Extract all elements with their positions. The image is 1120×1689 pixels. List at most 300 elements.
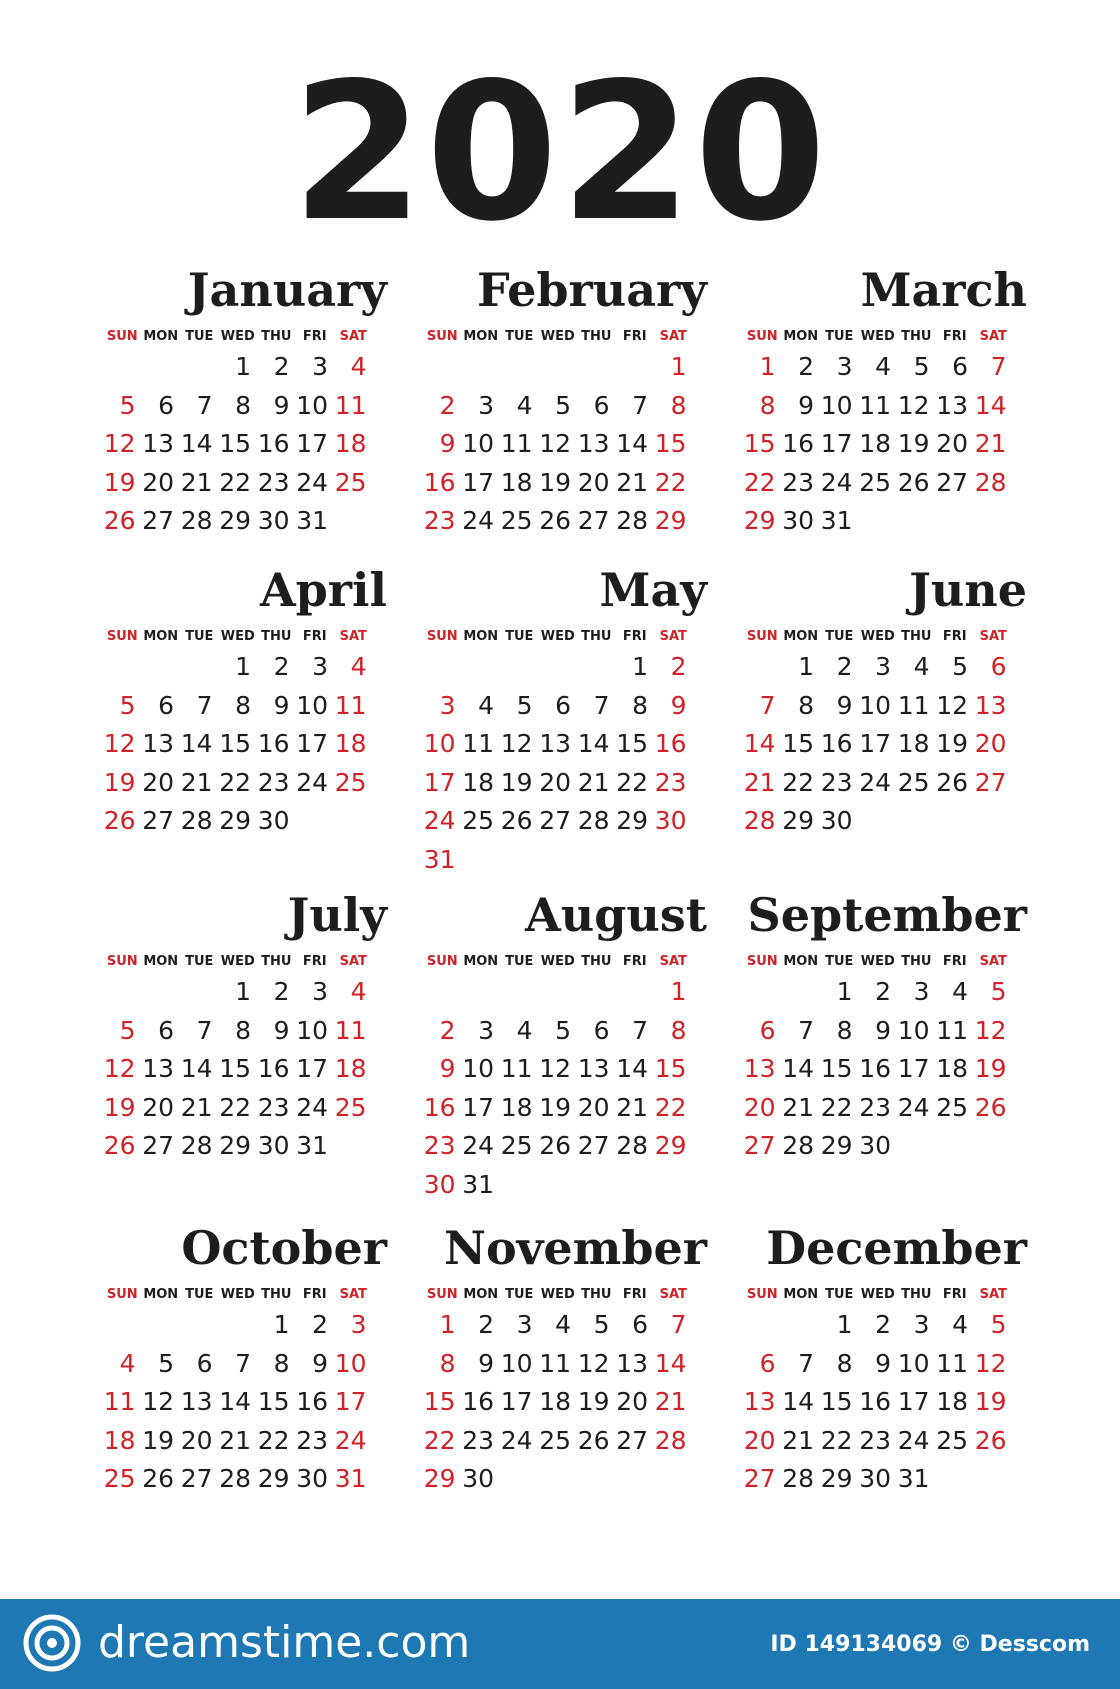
day-cell: 29 [782, 806, 814, 835]
week-row [743, 1127, 1013, 1166]
empty-cell [180, 1306, 219, 1345]
day-cell: 28 [654, 1425, 687, 1455]
day-cell: 18 [936, 1054, 968, 1083]
day-cell: 2 [273, 652, 290, 681]
week-row [423, 648, 693, 687]
empty-cell [423, 348, 462, 387]
day-cell: 24 [897, 1092, 930, 1122]
day-cell: 30 [782, 506, 814, 535]
empty-cell [500, 841, 539, 880]
day-cell: 13 [743, 1054, 776, 1083]
day-cell: 6 [196, 1348, 213, 1378]
day-cell: 11 [462, 729, 494, 758]
week-row [423, 802, 693, 841]
day-cell: 14 [616, 429, 648, 458]
weekday-label: SAT [659, 1287, 687, 1302]
day-cell: 23 [423, 1131, 456, 1160]
day-cell: 28 [180, 806, 213, 835]
day-cell: 25 [539, 1425, 571, 1455]
day-cell: 19 [103, 1092, 136, 1122]
day-cell: 1 [836, 1310, 853, 1339]
empty-cell [500, 648, 539, 687]
day-cell: 20 [180, 1425, 213, 1455]
month-august [423, 887, 713, 1204]
month-name: September [747, 888, 1027, 942]
day-cell: 2 [273, 977, 290, 1006]
empty-cell [103, 348, 142, 387]
weekday-label: FRI [942, 954, 967, 969]
day-cell: 25 [334, 1092, 367, 1122]
day-cell: 12 [577, 1348, 610, 1378]
empty-cell [577, 348, 616, 387]
weekday-label: SUN [426, 954, 458, 969]
weekday-label: WED [860, 1287, 895, 1302]
day-cell: 19 [142, 1425, 174, 1455]
day-cell: 30 [296, 1464, 328, 1493]
day-cell: 8 [836, 1348, 853, 1378]
day-cell: 21 [180, 767, 213, 797]
weekday-label: SAT [979, 954, 1007, 969]
weekday-label: FRI [302, 1287, 327, 1302]
week-row [423, 1050, 693, 1089]
month-name: May [599, 563, 707, 617]
day-cell: 16 [462, 1387, 494, 1416]
weekday-label: TUE [825, 629, 854, 644]
day-cell: 29 [219, 1131, 251, 1160]
weekday-label: FRI [942, 329, 967, 344]
week-row [423, 502, 693, 541]
week-row [103, 687, 373, 726]
day-cell: 14 [180, 729, 213, 758]
weekday-header [103, 626, 373, 648]
day-cell: 4 [952, 1310, 968, 1339]
day-cell: 13 [142, 729, 174, 758]
day-cell: 1 [759, 352, 776, 381]
week-row [743, 464, 1013, 503]
day-cell: 14 [782, 1387, 814, 1416]
day-cell: 10 [859, 690, 891, 720]
empty-cell [462, 841, 501, 880]
weekday-label: FRI [622, 329, 647, 344]
day-cell: 14 [743, 729, 776, 758]
week-row [423, 464, 693, 503]
month-november [423, 1220, 713, 1499]
day-cell: 13 [142, 429, 174, 458]
empty-cell [142, 973, 181, 1012]
day-cell: 19 [936, 729, 968, 758]
weekday-label: SUN [746, 329, 778, 344]
day-cell: 7 [990, 352, 1007, 381]
day-cell: 23 [782, 467, 814, 497]
day-cell: 16 [820, 729, 853, 758]
empty-cell [219, 1306, 258, 1345]
weekday-label: SAT [339, 629, 367, 644]
empty-cell [897, 1127, 936, 1166]
weekday-label: WED [860, 329, 895, 344]
week-row [103, 387, 373, 426]
weekday-label: TUE [825, 954, 854, 969]
day-cell: 30 [423, 1169, 456, 1199]
day-cell: 24 [423, 806, 456, 835]
day-cell: 10 [334, 1348, 367, 1378]
day-cell: 17 [334, 1387, 367, 1416]
year-title: 2020 [291, 42, 829, 263]
day-cell: 14 [974, 390, 1007, 420]
day-cell: 26 [897, 467, 930, 497]
day-cell: 20 [577, 467, 610, 497]
day-cell: 27 [577, 506, 610, 535]
day-cell: 11 [859, 390, 891, 420]
week-row [103, 425, 373, 464]
empty-cell [577, 648, 616, 687]
weekday-label: SUN [106, 329, 138, 344]
day-cell: 9 [798, 390, 814, 420]
day-cell: 12 [539, 429, 571, 458]
day-cell: 6 [158, 690, 174, 720]
month-may [423, 562, 713, 879]
day-cell: 6 [158, 1015, 174, 1045]
day-cell: 10 [897, 1348, 930, 1378]
day-cell: 12 [142, 1387, 174, 1416]
day-cell: 18 [539, 1387, 571, 1416]
weekday-label: MON [783, 954, 819, 969]
week-row [743, 648, 1013, 687]
week-row [103, 464, 373, 503]
day-cell: 4 [555, 1310, 571, 1339]
empty-cell [142, 648, 181, 687]
day-cell: 7 [632, 390, 648, 420]
weekday-label: MON [463, 954, 499, 969]
day-cell: 12 [936, 690, 968, 720]
day-cell: 5 [158, 1348, 174, 1378]
day-cell: 22 [219, 467, 251, 497]
day-cell: 7 [798, 1015, 814, 1045]
month-name: April [259, 563, 387, 617]
day-cell: 3 [516, 1310, 533, 1339]
week-row [103, 725, 373, 764]
day-cell: 12 [974, 1015, 1007, 1045]
day-cell: 8 [670, 390, 687, 420]
empty-cell [974, 802, 1013, 841]
day-cell: 14 [219, 1387, 251, 1416]
day-cell: 25 [859, 467, 891, 497]
empty-cell [462, 648, 501, 687]
day-cell: 9 [312, 1348, 328, 1378]
day-cell: 27 [936, 467, 968, 497]
day-cell: 8 [798, 690, 814, 720]
day-cell: 2 [875, 977, 891, 1006]
day-cell: 22 [219, 767, 251, 797]
week-row [103, 1460, 373, 1499]
day-cell: 24 [296, 1092, 328, 1122]
day-cell: 9 [439, 429, 456, 458]
day-cell: 23 [654, 767, 687, 797]
day-cell: 20 [936, 429, 968, 458]
month-name: March [860, 263, 1027, 317]
day-cell: 24 [296, 467, 328, 497]
day-cell: 13 [577, 1054, 610, 1083]
day-cell: 18 [103, 1425, 136, 1455]
day-cell: 18 [334, 1054, 367, 1083]
day-cell: 17 [820, 429, 853, 458]
weekday-label: FRI [302, 329, 327, 344]
day-cell: 31 [334, 1464, 367, 1493]
week-row [103, 1383, 373, 1422]
day-cell: 6 [632, 1310, 648, 1339]
day-cell: 6 [158, 390, 174, 420]
week-row [423, 1306, 693, 1345]
day-cell: 20 [743, 1425, 776, 1455]
day-cell: 23 [257, 467, 290, 497]
week-row [423, 387, 693, 426]
weekday-label: THU [261, 329, 292, 344]
day-cell: 7 [798, 1348, 814, 1378]
day-cell: 28 [974, 467, 1007, 497]
weekday-label: SUN [106, 629, 138, 644]
weekday-label: TUE [185, 329, 214, 344]
weekday-label: THU [581, 1287, 612, 1302]
empty-cell [577, 1460, 616, 1499]
weekday-label: SAT [659, 629, 687, 644]
day-cell: 21 [974, 429, 1007, 458]
day-cell: 3 [439, 690, 456, 720]
day-cell: 24 [462, 1131, 494, 1160]
day-cell: 24 [500, 1425, 533, 1455]
weekday-header [103, 326, 373, 348]
day-cell: 22 [423, 1425, 456, 1455]
empty-cell [654, 1166, 693, 1205]
day-cell: 7 [196, 690, 213, 720]
weekday-label: WED [540, 329, 575, 344]
day-cell: 7 [235, 1348, 251, 1378]
weekday-label: FRI [622, 954, 647, 969]
day-cell: 2 [836, 652, 853, 681]
weekday-label: SUN [746, 954, 778, 969]
day-cell: 9 [273, 1015, 290, 1045]
weekday-label: WED [540, 954, 575, 969]
day-cell: 28 [782, 1131, 814, 1160]
brand-name: dreamstime.com [98, 1617, 471, 1668]
month-january [103, 262, 393, 541]
day-cell: 1 [235, 352, 251, 381]
day-cell: 17 [423, 767, 456, 797]
day-cell: 20 [142, 1092, 174, 1122]
day-cell: 17 [897, 1054, 930, 1083]
day-cell: 5 [990, 1310, 1007, 1339]
weekday-label: WED [540, 1287, 575, 1302]
weekday-label: THU [581, 629, 612, 644]
weekday-label: THU [581, 954, 612, 969]
week-row [743, 802, 1013, 841]
weekday-header [423, 1284, 693, 1306]
day-cell: 12 [103, 1054, 136, 1083]
day-cell: 20 [974, 729, 1007, 758]
week-row [423, 1012, 693, 1051]
day-cell: 21 [180, 1092, 213, 1122]
week-row [423, 764, 693, 803]
day-cell: 25 [897, 767, 930, 797]
day-cell: 4 [875, 352, 891, 381]
weekday-header [743, 1284, 1013, 1306]
day-cell: 8 [759, 390, 776, 420]
day-cell: 10 [820, 390, 853, 420]
week-row [743, 1306, 1013, 1345]
day-cell: 6 [593, 1015, 610, 1045]
day-cell: 25 [936, 1425, 968, 1455]
day-cell: 18 [334, 729, 367, 758]
day-cell: 3 [312, 652, 328, 681]
day-cell: 27 [180, 1464, 213, 1493]
day-cell: 22 [820, 1092, 853, 1122]
day-cell: 27 [974, 767, 1007, 797]
weekday-label: THU [261, 1287, 292, 1302]
weekday-label: SUN [106, 954, 138, 969]
empty-cell [897, 802, 936, 841]
day-cell: 15 [743, 429, 776, 458]
day-cell: 11 [334, 390, 367, 420]
day-cell: 21 [616, 1092, 648, 1122]
day-cell: 27 [142, 806, 174, 835]
empty-cell [577, 841, 616, 880]
weekday-label: WED [220, 954, 255, 969]
day-cell: 30 [257, 806, 290, 835]
day-cell: 6 [952, 352, 968, 381]
empty-cell [334, 1127, 373, 1166]
day-cell: 15 [219, 429, 251, 458]
day-cell: 19 [103, 767, 136, 797]
day-cell: 15 [219, 729, 251, 758]
day-cell: 21 [782, 1425, 814, 1455]
empty-cell [423, 648, 462, 687]
empty-cell [180, 648, 219, 687]
empty-cell [103, 648, 142, 687]
day-cell: 25 [500, 506, 533, 535]
day-cell: 26 [539, 1131, 571, 1160]
week-row [743, 502, 1013, 541]
day-cell: 5 [593, 1310, 610, 1339]
day-cell: 26 [936, 767, 968, 797]
day-cell: 8 [836, 1015, 853, 1045]
day-cell: 17 [500, 1387, 533, 1416]
weekday-label: MON [463, 329, 499, 344]
day-cell: 19 [577, 1387, 610, 1416]
day-cell: 23 [423, 506, 456, 535]
weekday-label: FRI [302, 954, 327, 969]
weekday-label: WED [540, 629, 575, 644]
day-cell: 5 [555, 390, 571, 420]
weekday-label: SAT [979, 1287, 1007, 1302]
week-row [743, 1345, 1013, 1384]
empty-cell [142, 348, 181, 387]
day-cell: 1 [235, 977, 251, 1006]
empty-cell [423, 973, 462, 1012]
day-cell: 25 [500, 1131, 533, 1160]
empty-cell [936, 502, 975, 541]
day-cell: 16 [257, 1054, 290, 1083]
day-cell: 17 [462, 467, 494, 497]
day-cell: 4 [350, 652, 367, 681]
day-cell: 3 [478, 390, 494, 420]
week-row [103, 764, 373, 803]
day-cell: 8 [235, 690, 251, 720]
day-cell: 21 [782, 1092, 814, 1122]
day-cell: 25 [936, 1092, 968, 1122]
day-cell: 12 [103, 729, 136, 758]
day-cell: 19 [897, 429, 930, 458]
empty-cell [142, 1306, 181, 1345]
day-cell: 28 [180, 506, 213, 535]
week-row [743, 973, 1013, 1012]
weekday-label: TUE [825, 1287, 854, 1302]
empty-cell [782, 1306, 821, 1345]
day-cell: 24 [296, 767, 328, 797]
day-cell: 25 [334, 767, 367, 797]
day-cell: 8 [273, 1348, 290, 1378]
day-cell: 7 [196, 390, 213, 420]
empty-cell [539, 348, 578, 387]
day-cell: 17 [296, 429, 328, 458]
day-cell: 24 [859, 767, 891, 797]
day-cell: 10 [423, 729, 456, 758]
week-row [423, 1422, 693, 1461]
day-cell: 31 [296, 1131, 328, 1160]
week-row [743, 687, 1013, 726]
day-cell: 23 [859, 1092, 891, 1122]
day-cell: 28 [743, 806, 776, 835]
day-cell: 31 [296, 506, 328, 535]
empty-cell [743, 1306, 782, 1345]
empty-cell [859, 502, 898, 541]
empty-cell [974, 1460, 1013, 1499]
month-name: June [909, 563, 1027, 617]
empty-cell [500, 973, 539, 1012]
day-cell: 17 [897, 1387, 930, 1416]
day-cell: 10 [296, 690, 328, 720]
day-cell: 9 [273, 390, 290, 420]
day-cell: 16 [423, 467, 456, 497]
day-cell: 9 [875, 1348, 891, 1378]
day-cell: 3 [478, 1015, 494, 1045]
day-cell: 27 [616, 1425, 648, 1455]
day-cell: 9 [836, 690, 853, 720]
week-row [423, 1345, 693, 1384]
day-cell: 9 [439, 1054, 456, 1083]
weekday-label: SUN [746, 629, 778, 644]
day-cell: 4 [119, 1348, 136, 1378]
weekday-label: FRI [942, 629, 967, 644]
week-row [423, 973, 693, 1012]
day-cell: 29 [257, 1464, 290, 1493]
empty-cell [500, 1460, 539, 1499]
day-cell: 3 [913, 977, 930, 1006]
day-cell: 29 [654, 1131, 687, 1160]
weekday-label: TUE [825, 329, 854, 344]
day-cell: 27 [142, 1131, 174, 1160]
month-name: January [187, 263, 387, 317]
day-cell: 30 [654, 806, 687, 835]
day-cell: 18 [500, 467, 533, 497]
weekday-header [743, 951, 1013, 973]
day-cell: 16 [257, 729, 290, 758]
day-cell: 2 [439, 1015, 456, 1045]
weekday-label: SUN [426, 1287, 458, 1302]
day-cell: 22 [743, 467, 776, 497]
month-name: February [476, 263, 707, 317]
day-cell: 20 [539, 767, 571, 797]
day-cell: 16 [859, 1387, 891, 1416]
empty-cell [103, 1306, 142, 1345]
empty-cell [782, 973, 821, 1012]
